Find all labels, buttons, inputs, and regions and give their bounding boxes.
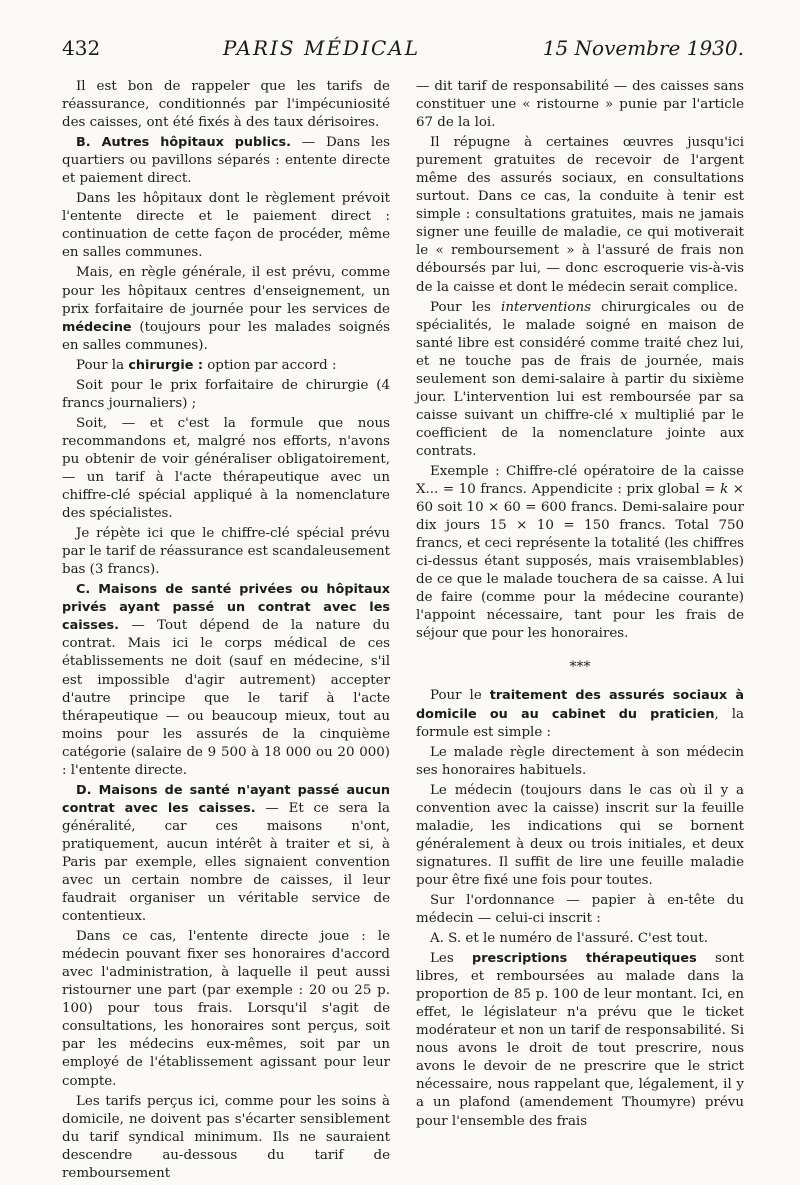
section-heading: C. Maisons de santé privées ou hôpitaux privés ayant passé un contrat avec les caisses. <box>62 582 390 634</box>
text-columns <box>62 78 744 1185</box>
paragraph <box>62 377 390 413</box>
paragraph-text: Soit pour le prix forfaitaire de chirurgie (4 francs journaliers) ; <box>62 377 390 411</box>
paragraph-text: Soit, — et c'est la formule que nous recommandons et, malgré nos efforts, n'avons pu obtenir de voir généraliser obligatoirement, — un tarif à l'acte thérapeutique avec un chiffre-clé spécial appliqué à la nomenclature des spécialistes. <box>62 415 390 522</box>
paragraph-text: Il est bon de rappeler que les tarifs de réassurance, conditionnés par l'impécuniosité des caisses, ont été fixés à des taux dérisoires. <box>62 79 390 131</box>
paragraph-text: Dans les hôpitaux dont le règlement prévoit l'entente directe et le paiement direct : continuation de cette façon de procéder, même en salles communes. <box>62 191 390 261</box>
paragraph-text: — dit tarif de responsabilité — des caisses sans constituer une « ristourne » punie par l'article 67 de la loi. <box>416 79 744 131</box>
paragraph-text: Les <box>430 951 473 967</box>
paragraph-section-b <box>62 134 390 188</box>
section-heading: D. Maisons de santé n'ayant passé aucun contrat avec les caisses. <box>62 782 390 816</box>
paragraph <box>416 299 744 461</box>
paragraph-text: Le malade règle directement à son médecin ses honoraires habituels. <box>416 744 744 778</box>
paragraph <box>62 190 390 262</box>
paragraph <box>416 782 744 890</box>
bold-term: médecine <box>62 319 132 335</box>
right-column <box>416 78 744 1185</box>
italic-term: interventions <box>501 299 591 315</box>
paragraph-text: A. S. et le numéro de l'assuré. C'est tout. <box>430 931 708 947</box>
page-header <box>62 36 744 70</box>
paragraph-text: Sur l'ordonnance — papier à en-tête du médecin — celui-ci inscrit : <box>416 892 744 927</box>
paragraph-text: Dans ce cas, l'entente directe joue : le médecin pouvant fixer ses honoraires d'accord avec l'administration, à laquelle il peut aussi ristourner une part (par exemple : 20 ou 25 p. 100) pour tous frais. Lorsqu'il s'agit de consultations, les honoraires sont perçus, soit par les médecins eux-mêmes, soit par un employé de l'établissement agissant pour leur compte. <box>62 929 390 1089</box>
paragraph-section-c <box>62 581 390 780</box>
paragraph <box>62 357 390 375</box>
bold-term: chirurgie : <box>128 357 203 373</box>
paragraph-text: — Et ce sera la généralité, car ces maisons n'ont, pratiquement, aucun intérêt à traiter et si, à Paris par exemple, elles signaient convention avec un certain nombre de caisses, il leur faudrait organiser un véritable service de contentieux. <box>62 800 390 925</box>
paragraph-text: Il répugne à certaines œuvres jusqu'ici purement gratuites de recevoir de l'argent même des assurés sociaux, en consultations surtout. Dans ce cas, la conduite à tenir est simple : consultations gratuites, mais ne jamais signer une feuille de maladie, ce qui motiverait le « remboursement » à l'assuré de frais non déboursés par lui, — donc escroquerie vis-à-vis de la caisse et dont le médecin serait complice. <box>416 135 744 295</box>
paragraph <box>416 930 744 948</box>
paragraph <box>62 264 390 354</box>
issue-date: 15 Novembre 1930. <box>542 36 744 60</box>
variable-x: x <box>620 407 628 423</box>
paragraph <box>62 1093 390 1183</box>
paragraph-section-d <box>62 782 390 926</box>
paragraph <box>62 525 390 579</box>
asterism-separator: *** <box>569 659 591 676</box>
paragraph-text: Je répète ici que le chiffre-clé spécial prévu par le tarif de réassurance est scandaleusement bas (3 francs). <box>62 526 390 578</box>
journal-title: PARIS MÉDICAL <box>222 36 421 60</box>
paragraph <box>416 892 744 928</box>
paragraph-text: Exemple : Chiffre-clé opératoire de la caisse X... = 10 francs. Appendicite : prix global = <box>416 463 744 498</box>
paragraph <box>62 78 390 132</box>
variable-k: k <box>720 482 729 498</box>
paragraph-example <box>416 463 744 643</box>
paragraph-text: chirurgicales ou de spécialités, le malade soigné en maison de santé libre est considéré comme traité chez lui, et ne touche pas de frais de journée, mais seulement son demi-salaire à partir du sixième jour. L'intervention lui est remboursée par sa caisse suivant un chiffre-clé <box>416 299 744 423</box>
paragraph-text: Pour la <box>76 357 129 373</box>
paragraph-text: × 60 soit 10 × 60 = 600 francs. Demi-salaire pour dix jours 15 × 10 = 150 francs. Total 750 francs, et ceci représente la totalité (les chiffres ci-dessus étant supposés, mais vraisemblables) de ce que le malade touchera de sa caisse. A lui de faire (comme pour la médecine courante) l'appoint nécessaire, tant pour les frais de séjour que pour les honoraires. <box>416 482 744 642</box>
paragraph <box>62 928 390 1090</box>
bold-term: prescriptions thérapeutiques <box>472 951 697 967</box>
section-heading: B. Autres hôpitaux publics. <box>76 135 292 151</box>
paragraph-text: — Dans les quartiers ou pavillons séparés : entente directe et paiement direct. <box>62 135 390 187</box>
paragraph-text: Pour le <box>430 688 490 704</box>
paragraph <box>416 78 744 132</box>
paragraph-text: Pour les <box>430 299 502 315</box>
paragraph <box>416 744 744 780</box>
paragraph-text: sont libres, et remboursées au malade dans la proportion de 85 p. 100 de leur montant. Ici, en effet, le législateur n'a prévu que le ticket modérateur et non un tarif de responsabilité. Si nous avons le droit de tout prescrire, nous avons le devoir de ne prescrire que le strict nécessaire, nous rappelant que, légalement, il y a un plafond (amendement Thoumyre) prévu pour l'ensemble des frais <box>416 951 744 1129</box>
paragraph <box>416 950 744 1130</box>
paragraph <box>416 134 744 296</box>
paragraph-text: Mais, en règle générale, il est prévu, comme pour les hôpitaux centres d'enseignement, un prix forfaitaire de journée pour les services de <box>62 265 390 317</box>
paragraph-text: Le médecin (toujours dans le cas où il y a convention avec la caisse) inscrit sur la feuille maladie, les indications qui se bornent généralement à deux ou trois initiales, et deux signatures. Il suffit de lire une feuille maladie pour être fixé une fois pour toutes. <box>416 782 744 888</box>
paragraph-text: Les tarifs perçus ici, comme pour les soins à domicile, ne doivent pas s'écarter sensiblement du tarif syndical minimum. Ils ne sauraient descendre au-dessous du tarif de remboursement <box>62 1093 390 1181</box>
paragraph-text: , la formule est simple : <box>416 706 745 740</box>
bold-term: traitement des assurés sociaux à domicile ou au cabinet du praticien <box>416 688 744 722</box>
paragraph <box>62 415 390 523</box>
paragraph-text: — Tout dépend de la nature du contrat. Mais ici le corps médical de ces établissements ne doit (sauf en médecine, s'il est impossible d'agir autrement) accepter d'autre principe que le tarif à l'acte thérapeutique — ou beaucoup mieux, tout au moins pour les assurés de la cinquième catégorie (salaire de 9 500 à 18 000 ou 20 000) : l'entente directe. <box>62 618 390 778</box>
paragraph-text: multiplié par le coefficient de la nomenclature jointe aux contrats. <box>416 407 744 459</box>
page-number: 432 <box>62 36 101 60</box>
paragraph-text: option par accord : <box>202 357 337 373</box>
left-column <box>62 78 390 1185</box>
paragraph-text: (toujours pour les malades soignés en salles communes). <box>62 319 390 353</box>
paragraph <box>416 687 744 741</box>
